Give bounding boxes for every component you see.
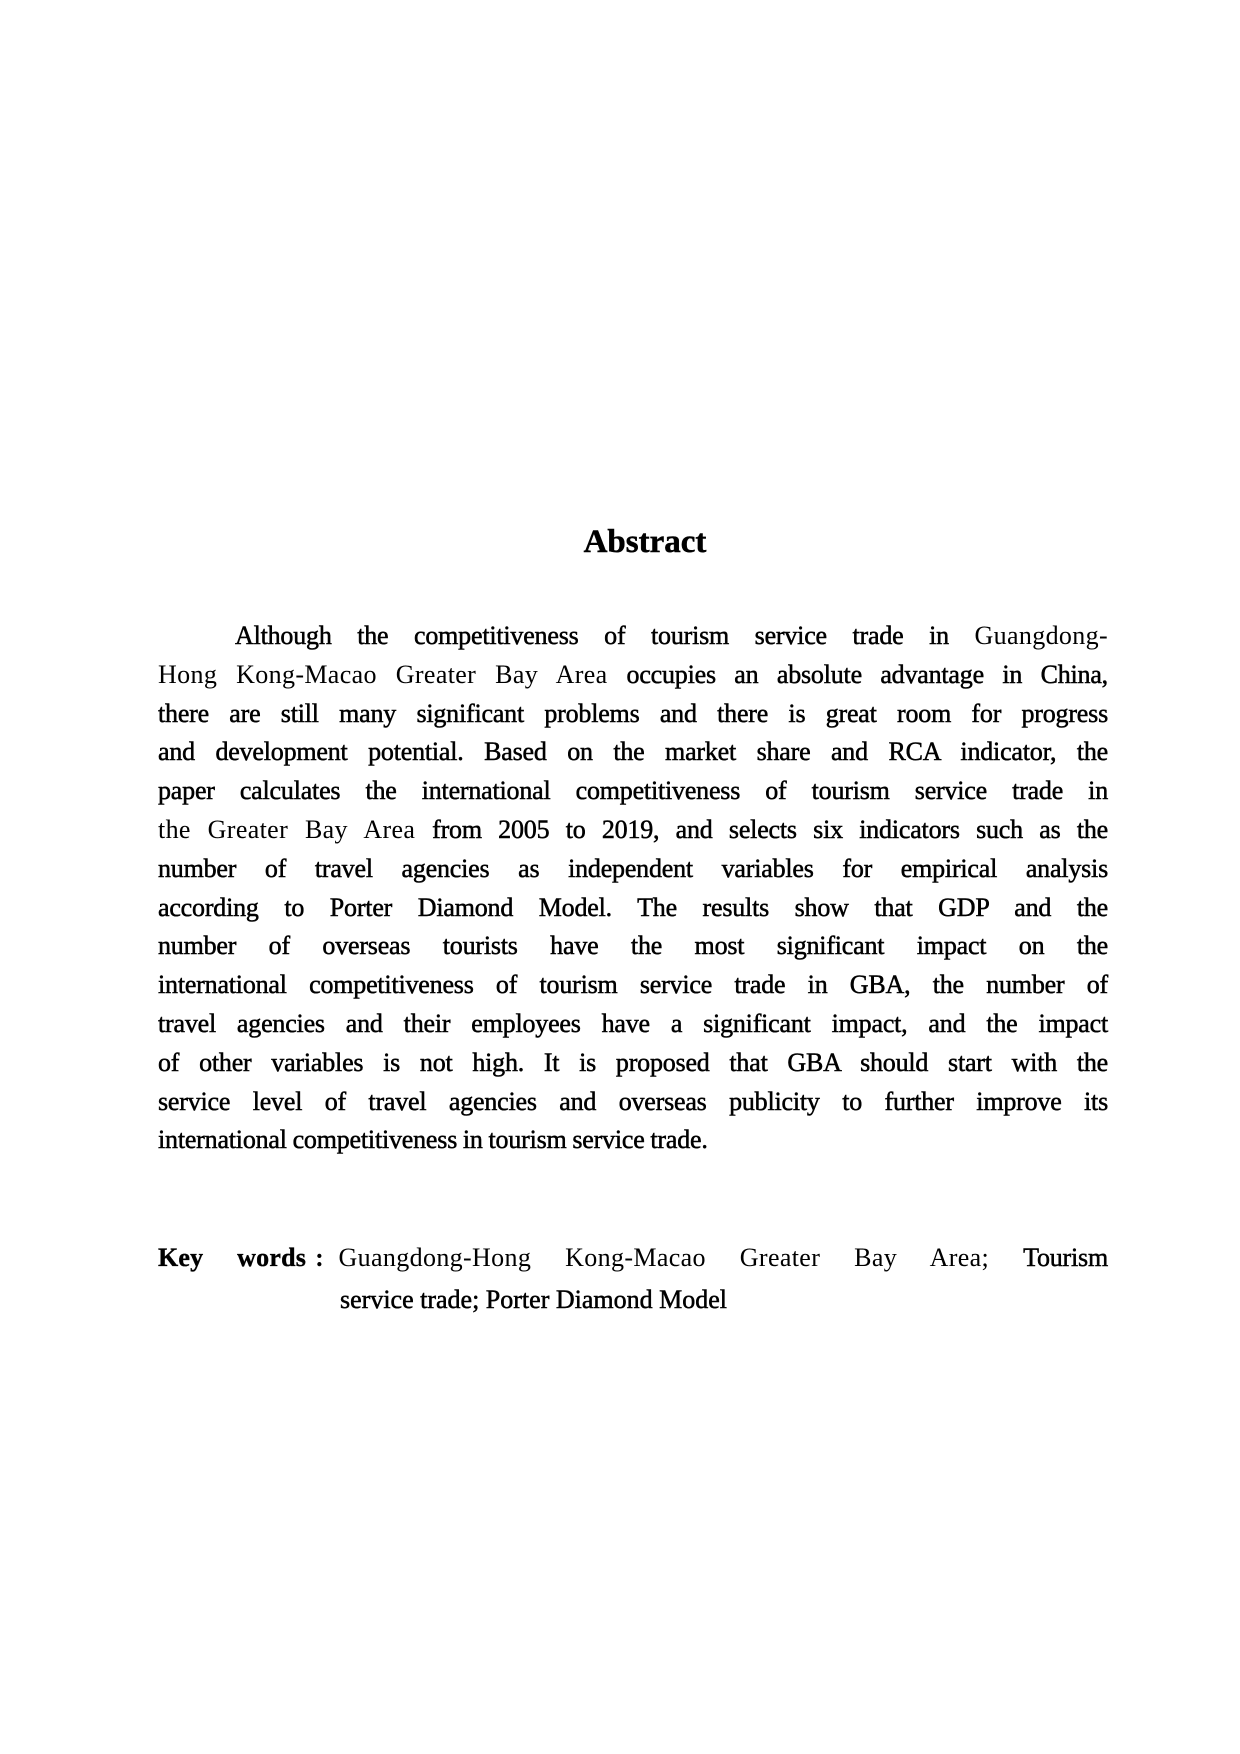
keywords-terms-light: Guangdong-Hong Kong-Macao Greater Bay Area; [338,1243,1024,1272]
body-text-segment: service level of travel agencies and overseas publicity to further improve its [158,1086,1108,1116]
body-text-segment: number of overseas tourists have the most significant impact on the [158,931,1108,961]
keywords-colon: : [315,1243,324,1272]
abstract-text-line [158,617,1108,656]
body-text-segment: paper calculates the international competitiveness of tourism service trade in [158,776,1108,806]
abstract-text-line [158,733,1108,772]
page-title: Abstract [583,524,707,560]
body-text-segment: international competitiveness of tourism service trade in GBA, the number of [158,970,1108,1000]
body-text-segment: there are still many significant problems and there is great room for progress [158,698,1108,728]
body-text-segment: according to Porter Diamond Model. The results show that GDP and the [158,892,1108,922]
keywords-terms-heavy: Tourism [1023,1243,1108,1272]
body-text-segment: travel agencies and their employees have a significant impact, and the impact [158,1008,1108,1038]
abstract-text-line [158,811,1108,850]
abstract-text-line [158,850,1108,889]
abstract-text-line [158,1121,1108,1160]
keywords-label: Key words [158,1243,307,1272]
proper-noun-segment: the Greater Bay Area [158,814,433,844]
body-text-segment: of other variables is not high. It is proposed that GBA should start with the [158,1047,1108,1077]
proper-noun-segment: Hong Kong-Macao Greater Bay Area [158,659,627,689]
abstract-text-line [158,1083,1108,1122]
abstract-paragraph [158,617,1108,1160]
abstract-text-line [158,966,1108,1005]
abstract-text-line [158,695,1108,734]
abstract-text-line [158,1005,1108,1044]
body-text-segment: number of travel agencies as independent variables for empirical analysis [158,853,1108,883]
body-text-segment: international competitiveness in tourism service trade. [158,1125,708,1155]
body-text-segment: Although the competitiveness of tourism service trade in [235,621,975,650]
abstract-text-line [158,656,1108,695]
body-text-segment: occupies an absolute advantage in China, [626,659,1108,689]
keywords-line-1 [158,1238,1108,1278]
abstract-text-line [158,927,1108,966]
proper-noun-segment: Guangdong- [974,621,1108,650]
abstract-text-line [158,889,1108,928]
abstract-text-line [158,1044,1108,1083]
body-text-segment: and development potential. Based on the market share and RCA indicator, the [158,737,1108,767]
body-text-segment: from 2005 to 2019, and selects six indicators such as the [432,814,1108,844]
keywords-line-2: service trade; Porter Diamond Model [340,1285,727,1314]
abstract-text-line [158,772,1108,811]
